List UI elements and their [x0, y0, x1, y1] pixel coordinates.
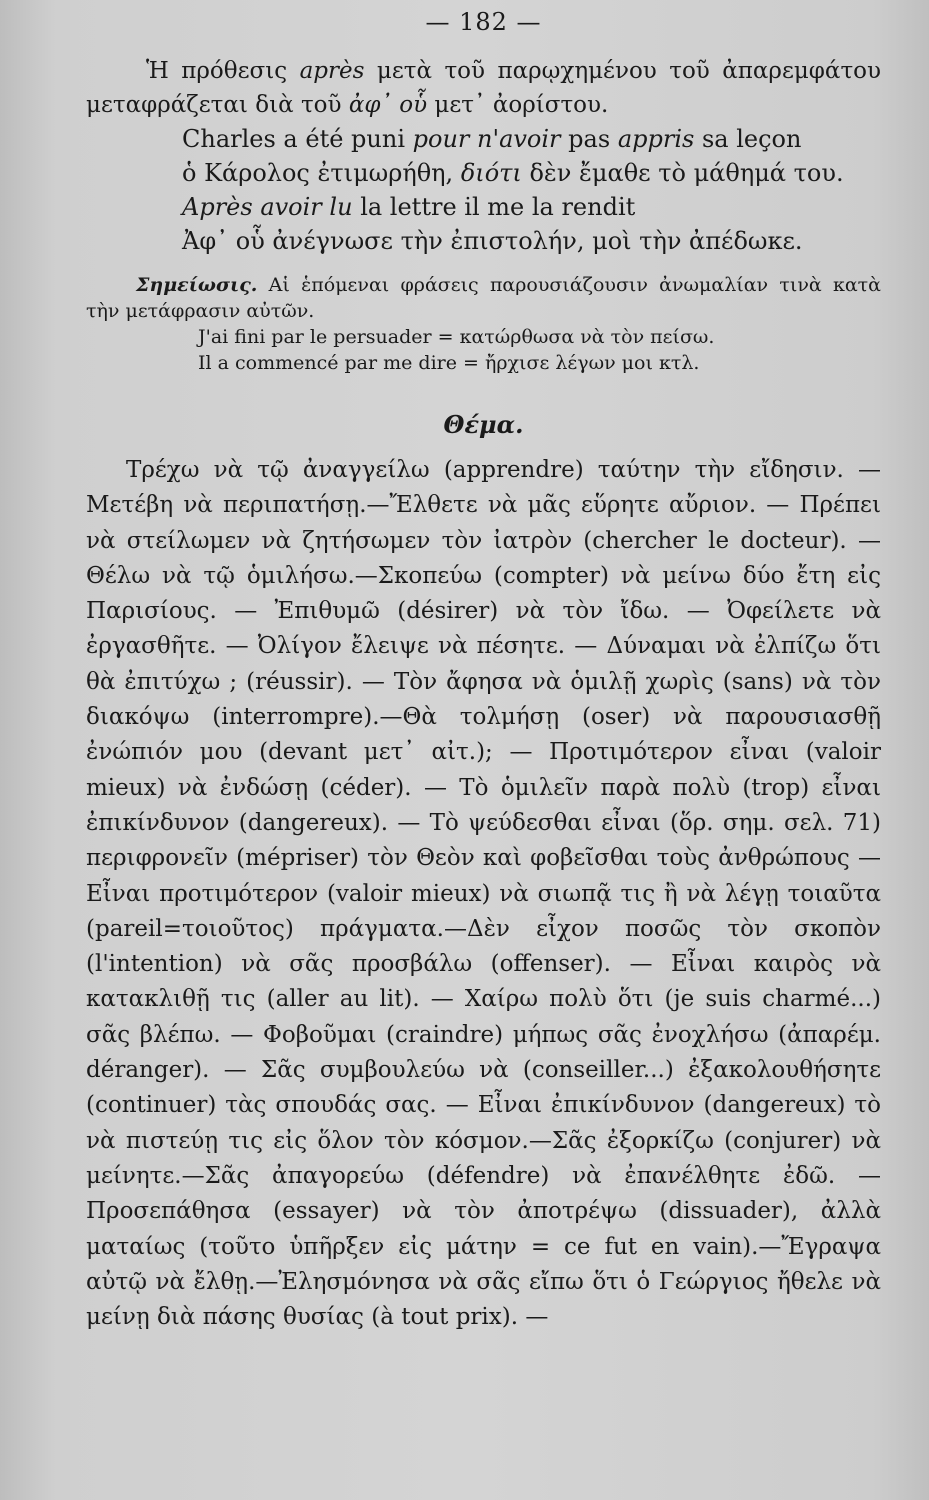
example-1-part-e: sa leçon	[701, 125, 802, 153]
note-block	[86, 272, 881, 376]
note-example-2: Il a commencé par me dire = ἤρχισε λέγων μοι κτλ.	[198, 352, 700, 374]
intro-aphou: ἀφ᾽ οὗ	[348, 92, 428, 118]
intro-text-1: Ἡ πρόθεσις	[146, 58, 288, 84]
example-line-1	[86, 122, 881, 156]
example-2-part-a: ὁ Κάρολος ἐτιμωρήθη,	[182, 159, 454, 187]
intro-text-3: μετ᾽ ἀορίστου.	[434, 92, 609, 118]
example-line-2	[86, 156, 881, 190]
example-3-part-b: la lettre il me la rendit	[360, 193, 636, 221]
example-1-part-d: appris	[617, 125, 695, 153]
note-example-1: J'ai fini par le persuader = κατώρθωσα νὰ τὸν πείσω.	[198, 326, 715, 348]
intro-text-2: μετὰ τοῦ παρῳχημένου τοῦ ἀπαρεμφάτου μεταφράζεται διὰ τοῦ	[86, 58, 881, 118]
note-paragraph	[86, 272, 881, 324]
note-title: Σημείωσις.	[136, 274, 258, 296]
example-3-part-a: Après avoir lu	[182, 193, 353, 221]
note-text: Αἱ ἑπόμεναι φράσεις παρουσιάζουσιν ἀνωμαλίαν τινὰ κατὰ τὴν μετάφρασιν αὐτῶν.	[86, 274, 882, 322]
intro-paragraph	[86, 54, 881, 122]
example-2-part-b: διότι	[460, 159, 522, 187]
example-2-part-c: δὲν ἔμαθε τὸ μάθημά του.	[529, 159, 844, 187]
example-1-part-a: Charles a été puni	[182, 125, 405, 153]
exercise-paragraph: Τρέχω νὰ τῷ ἀναγγείλω (apprendre) ταύτην τὴν εἴδησιν. — Μετέβη νὰ περιπατήσῃ.—Ἔλθετε νὰ μᾶς εὕρητε αὔριον. — Πρέπει νὰ στείλωμεν νὰ ζητήσωμεν τὸν ἰατρὸν (chercher le docteur). —Θέλω νὰ τῷ ὁμιλήσω.—Σκοπεύω (compter) νὰ μείνω δύο ἔτη εἰς Παρισίους. — Ἐπιθυμῶ (désirer) νὰ τὸν ἴδω. — Ὀφείλετε νὰ ἐργασθῆτε. — Ὀλίγον ἔλειψε νὰ πέσητε. — Δύναμαι νὰ ἐλπίζω ὅτι θὰ ἐπιτύχω ; (réussir). — Τὸν ἄφησα νὰ ὁμιλῇ χωρὶς (sans) νὰ τὸν διακόψω (interrompre).—Θὰ τολμήσῃ (oser) νὰ παρουσιασθῇ ἐνώπιόν μου (devant μετ᾽ αἰτ.); — Προτιμότερον εἶναι (valoir mieux) νὰ ἐνδώσῃ (céder). — Τὸ ὁμιλεῖν παρὰ πολὺ (trop) εἶναι ἐπικίνδυνον (dangereux). — Τὸ ψεύδεσθαι εἶναι (ὅρ. σημ. σελ. 71) περιφρονεῖν (mépriser) τὸν Θεὸν καὶ φοβεῖσθαι τοὺς ἀνθρώπους — Εἶναι προτιμότερον (valoir mieux) νὰ σιωπᾷ τις ἢ νὰ λέγῃ τοιαῦτα (pareil=τοιοῦτος) πράγματα.—Δὲν εἶχον ποσῶς τὸν σκοπὸν (l'intention) νὰ σᾶς προσβάλω (offenser). — Εἶναι καιρὸς νὰ κατακλιθῇ τις (aller au lit). — Χαίρω πολὺ ὅτι (je suis charmé...) σᾶς βλέπω. — Φοβοῦμαι (craindre) μήπως σᾶς ἐνοχλήσω (ἀπαρέμ. déranger). — Σᾶς συμβουλεύω νὰ (conseiller...) ἐξακολουθήσητε (continuer) τὰς σπουδάς σας. — Εἶναι ἐπικίνδυνον (dangereux) τὸ νὰ πιστεύῃ τις εἰς ὅλον τὸν κόσμον.—Σᾶς ἐξορκίζω (conjurer) νὰ μείνητε.—Σᾶς ἀπαγορεύω (défendre) νὰ ἐπανέλθητε ἐδῶ. — Προσεπάθησα (essayer) νὰ τὸν ἀποτρέψω (dissuader), ἀλλὰ ματαίως (τοῦτο ὑπῆρξεν εἰς μάτην = ce fut en vain).—Ἔγραψα αὐτῷ νὰ ἔλθῃ.—Ἐλησμόνησα νὰ σᾶς εἴπω ὅτι ὁ Γεώργιος ἤθελε νὰ μείνῃ διὰ πάσης θυσίας (à tout prix). —	[86, 457, 881, 1331]
section-heading: Θέμα.	[443, 410, 524, 439]
example-line-4: Ἀφ᾽ οὗ ἀνέγνωσε τὴν ἐπιστολήν, μοὶ τὴν ἀπέδωκε.	[182, 227, 803, 255]
example-line-3	[86, 190, 881, 224]
page-number: — 182 —	[425, 8, 542, 36]
intro-apres: après	[299, 58, 365, 84]
example-1-part-c: pas	[568, 125, 611, 153]
example-1-part-b: pour n'avoir	[412, 125, 561, 153]
